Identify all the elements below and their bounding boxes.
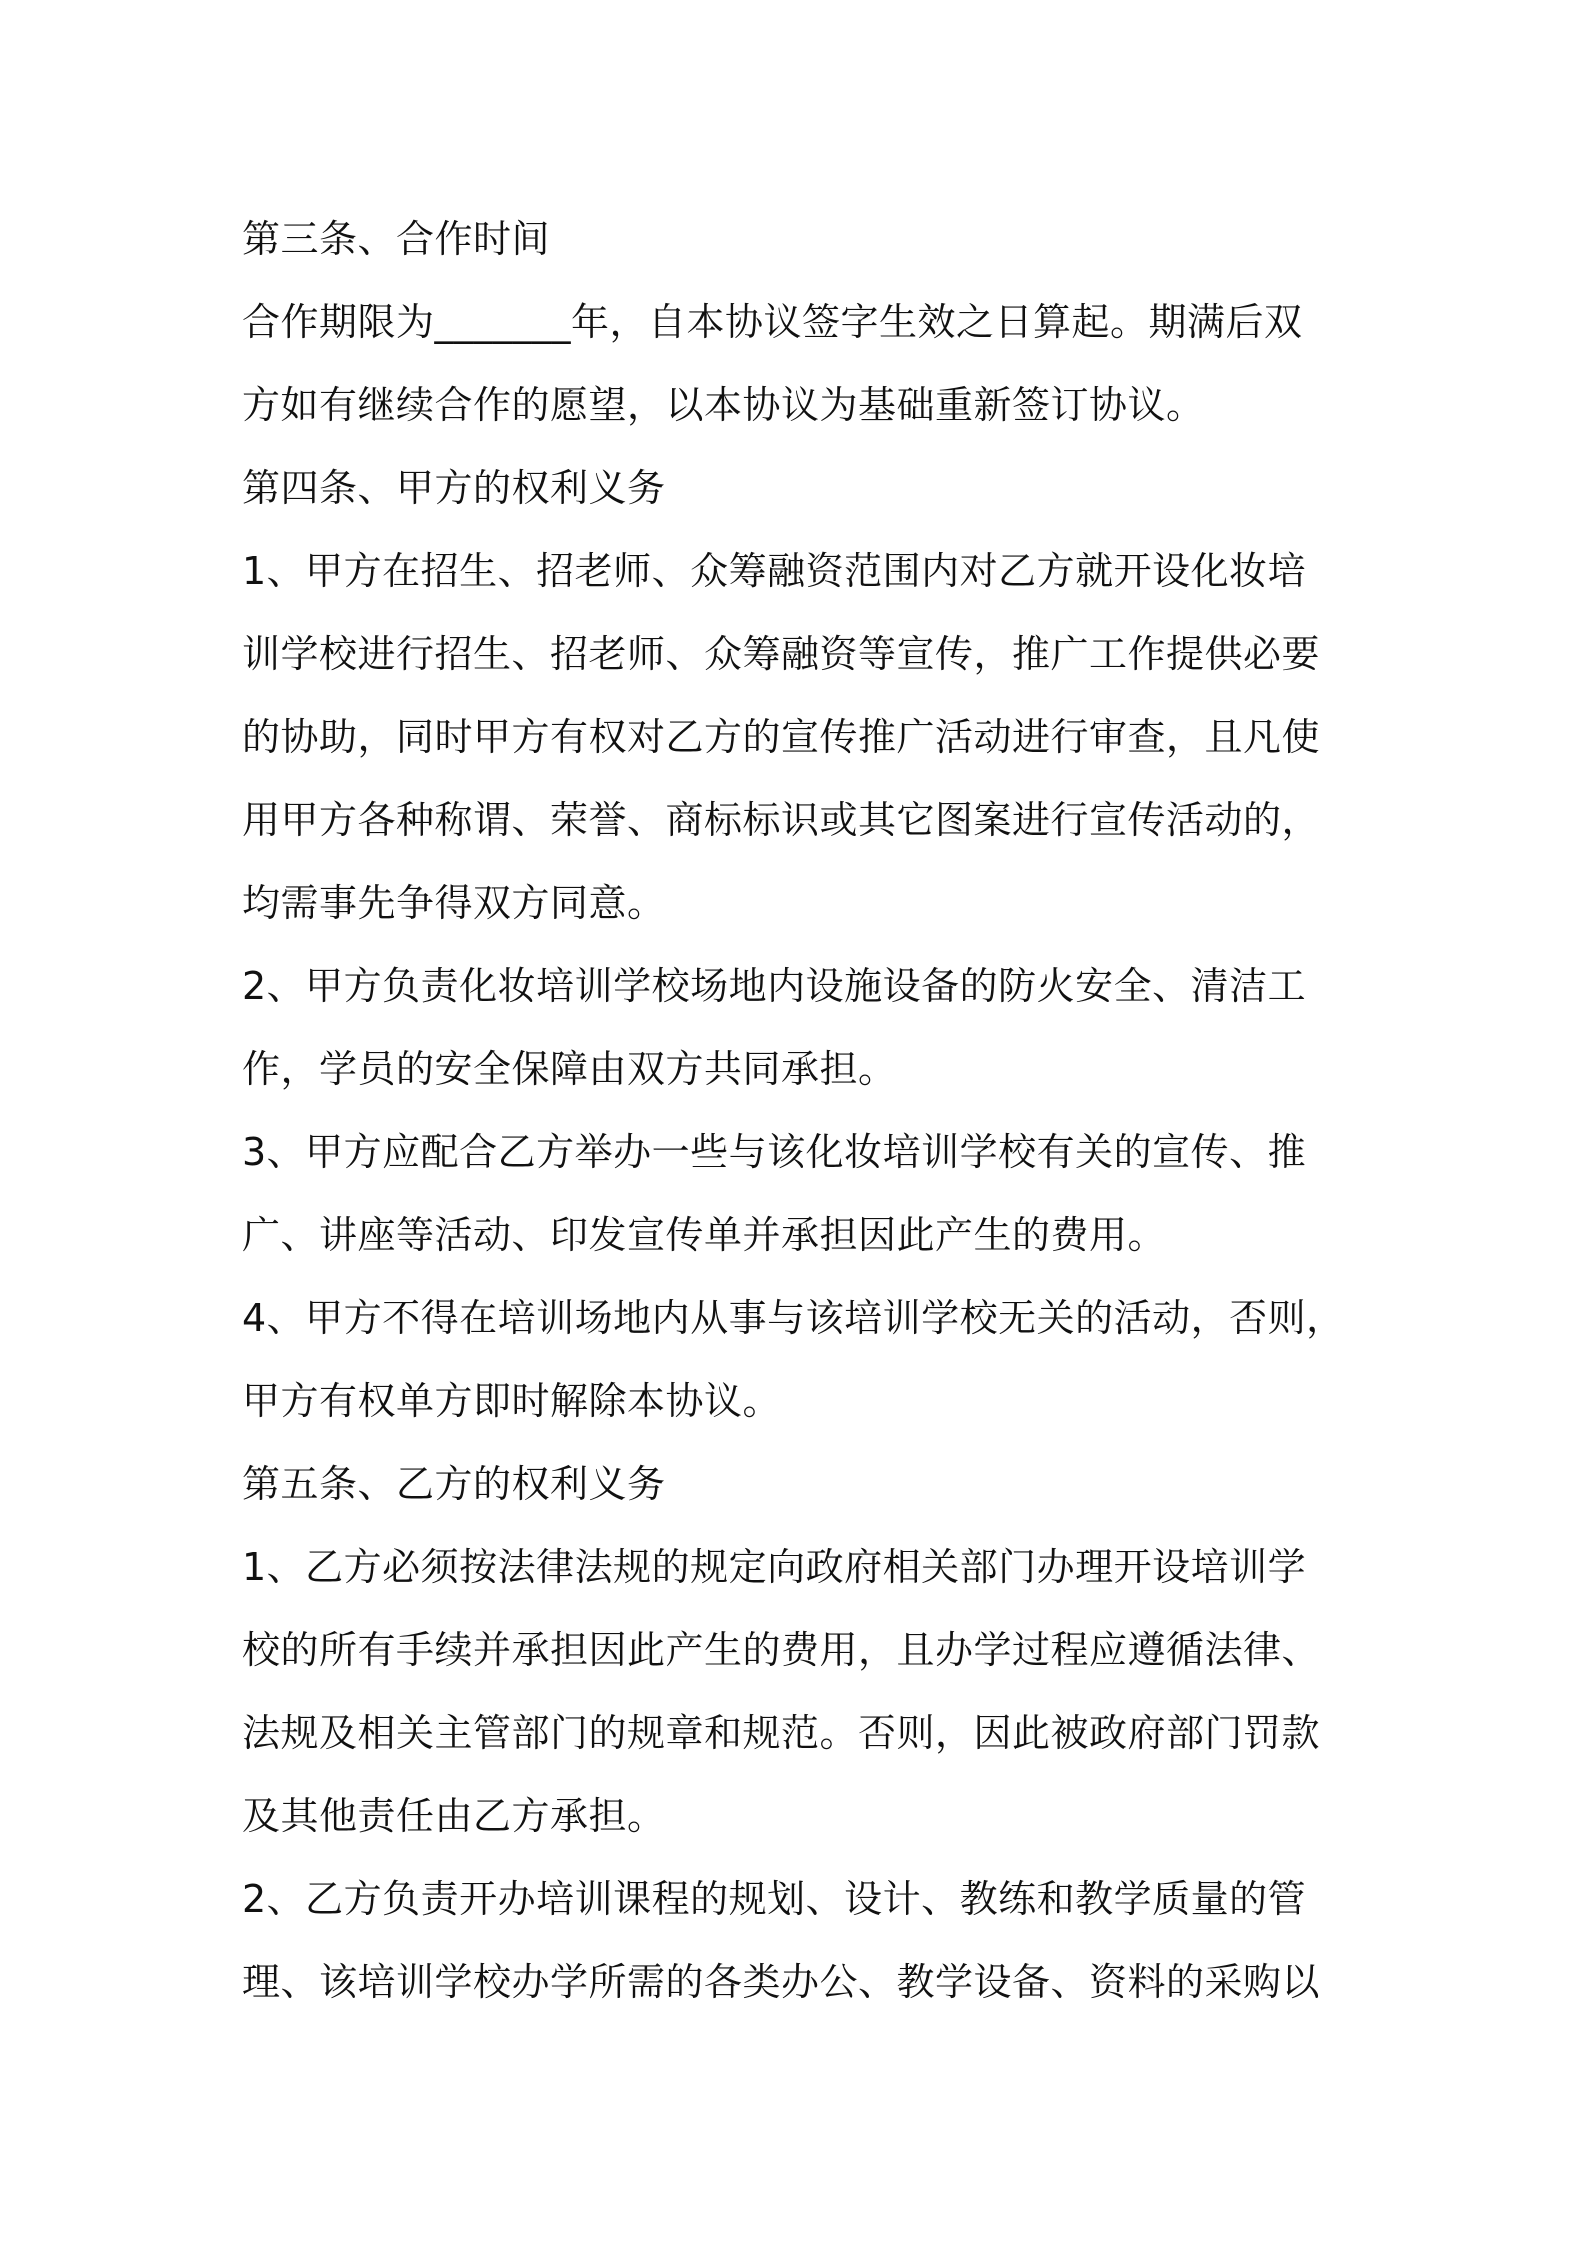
paragraph-line: 法规及相关主管部门的规章和规范。否则，因此被政府部门罚款 <box>242 1711 1321 1755</box>
paragraph-line: 甲方有权单方即时解除本协议。 <box>242 1379 782 1423</box>
paragraph-line: 3、甲方应配合乙方举办一些与该化妆培训学校有关的宣传、推 <box>242 1130 1307 1174</box>
paragraph-line: 1、乙方必须按法律法规的规定向政府相关部门办理开设培训学 <box>242 1545 1307 1589</box>
paragraph-line: 的协助，同时甲方有权对乙方的宣传推广活动进行审查，且凡使 <box>242 715 1321 759</box>
section-heading-article-4: 第四条、甲方的权利义务 <box>242 466 666 510</box>
paragraph-line: 理、该培训学校办学所需的各类办公、教学设备、资料的采购以 <box>242 1960 1321 2004</box>
paragraph-line: 合作期限为_______年，自本协议签字生效之日算起。期满后双 <box>242 300 1303 344</box>
paragraph-line: 2、乙方负责开办培训课程的规划、设计、教练和教学质量的管 <box>242 1877 1307 1921</box>
paragraph-line: 4、甲方不得在培训场地内从事与该培训学校无关的活动，否则， <box>242 1296 1345 1340</box>
paragraph-line: 广、讲座等活动、印发宣传单并承担因此产生的费用。 <box>242 1213 1167 1257</box>
paragraph-line: 方如有继续合作的愿望，以本协议为基础重新签订协议。 <box>242 383 1205 427</box>
paragraph-line: 用甲方各种称谓、荣誉、商标标识或其它图案进行宣传活动的， <box>242 798 1321 842</box>
paragraph-line: 2、甲方负责化妆培训学校场地内设施设备的防火安全、清洁工 <box>242 964 1307 1008</box>
paragraph-line: 均需事先争得双方同意。 <box>242 881 666 925</box>
section-heading-article-5: 第五条、乙方的权利义务 <box>242 1462 666 1506</box>
paragraph-line: 及其他责任由乙方承担。 <box>242 1794 666 1838</box>
paragraph-line: 训学校进行招生、招老师、众筹融资等宣传，推广工作提供必要 <box>242 632 1321 676</box>
document-body <box>242 198 1362 2024</box>
paragraph-line: 1、甲方在招生、招老师、众筹融资范围内对乙方就开设化妆培 <box>242 549 1307 593</box>
paragraph-line: 作，学员的安全保障由双方共同承担。 <box>242 1047 897 1091</box>
paragraph-line: 校的所有手续并承担因此产生的费用，且办学过程应遵循法律、 <box>242 1628 1321 1672</box>
section-heading-article-3: 第三条、合作时间 <box>242 217 551 261</box>
